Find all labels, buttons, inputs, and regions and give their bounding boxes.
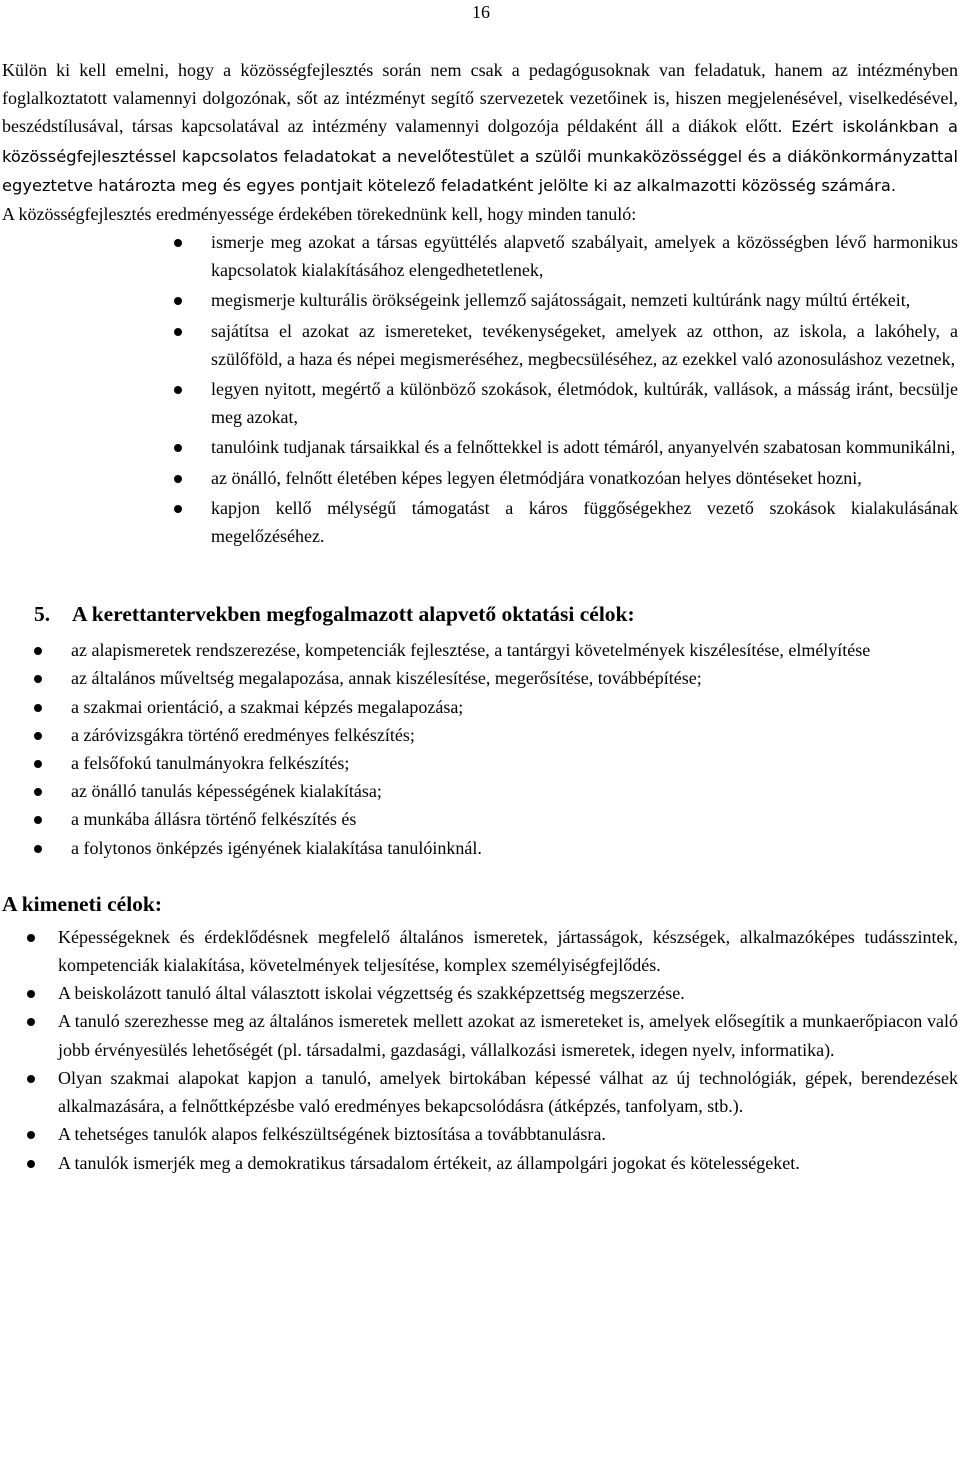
bullet-icon — [174, 297, 182, 305]
list-item-text: a munkába állásra történő felkészítés és — [71, 809, 357, 830]
list-item — [2, 433, 958, 461]
list-item — [2, 286, 958, 314]
list-item — [2, 375, 958, 431]
list-item — [2, 228, 958, 284]
list-item — [2, 1007, 958, 1063]
bullet-icon — [34, 732, 42, 740]
section-5-heading — [2, 599, 958, 629]
list-item-text: az önálló tanulás képességének kialakítása; — [71, 781, 382, 802]
bullet-icon — [27, 1075, 35, 1083]
list-item-text: Képességeknek és érdeklődésnek megfelelő általános ismeretek, jártasságok, készségek, alkalmazóképes tudásszintek, kompetenciák kialakítása, követelmények teljesítése, komplex személyiségfejlődés. — [58, 926, 958, 976]
section-number: 5. — [34, 602, 51, 627]
bullet-icon — [174, 505, 182, 513]
list-item — [2, 1064, 958, 1120]
bullet-icon — [174, 239, 182, 247]
list-item — [2, 464, 958, 492]
student-goals-list — [2, 228, 958, 550]
list-item — [2, 636, 958, 664]
bullet-icon — [34, 845, 42, 853]
list-item-text: Olyan szakmai alapokat kapjon a tanuló, amelyek birtokában képessé válhat az új technológiák, gépek, berendezések alkalmazására, a felnőttképzésbe való eredményes bekapcsolódásra (átképzés, tanfolyam, stb.). — [58, 1067, 958, 1117]
list-item-text: a folytonos önképzés igényének kialakítása tanulóinknál. — [71, 837, 482, 858]
bullet-icon — [34, 760, 42, 768]
bullet-icon — [27, 934, 35, 942]
list-item — [2, 834, 958, 862]
bullet-icon — [27, 1160, 35, 1168]
educational-goals-list — [2, 636, 958, 862]
bullet-icon — [174, 475, 182, 483]
list-item — [2, 1149, 958, 1177]
list-item — [2, 749, 958, 777]
intro-paragraph-part2: Ezért iskolánkban a közösségfejlesztéssel kapcsolatos feladatokat a nevelőtestület a szülői munkaközösséggel és a diákönkormányzattal egyeztetve határozta meg és egyes pontjait kötelező feladatként jelölte ki az alkalmazotti közösség számára. — [2, 117, 958, 195]
list-item-text: ismerje meg azokat a társas együttélés alapvető szabályait, amelyek a közösségben lévő harmonikus kapcsolatok kialakításához elengedhetetlenek, — [211, 232, 958, 281]
page-number: 16 — [472, 2, 490, 22]
list-item — [2, 777, 958, 805]
list-item-text: A beiskolázott tanuló által választott iskolai végzettség és szakképzettség megszerzése. — [58, 983, 685, 1004]
list-item-text: a felsőfokú tanulmányokra felkészítés; — [71, 753, 350, 774]
list-item — [2, 664, 958, 692]
bullet-icon — [174, 328, 182, 336]
bullet-icon — [34, 647, 42, 655]
list-item — [2, 721, 958, 749]
output-goals-heading: A kimeneti célok: — [2, 891, 163, 916]
bullet-icon — [27, 990, 35, 998]
list-item-text: A tanuló szerezhesse meg az általános ismeretek mellett azokat az ismereteket is, amelyek elősegítik a munkaerőpiacon való jobb érvényesülés lehetőségét (pl. társadalmi, gazdasági, vállalkozási ismeretek, idegen nyelv, informatika). — [58, 1011, 958, 1060]
output-goals-list — [2, 923, 958, 1177]
list-item-text: az általános műveltség megalapozása, annak kiszélesítése, megerősítése, továbbépítése; — [71, 668, 702, 689]
bullet-icon — [27, 1131, 35, 1139]
intro-paragraph-part1: Külön ki kell emelni, hogy a közösségfejlesztés során nem csak a pedagógusoknak van feladatuk, hanem az intézményben foglalkoztatott valamennyi dolgozónak, sőt az intézményt segítő szervezetek vezetőinek is, hiszen megjelenésével, viselkedésével, beszédstílusával, társas kapcsolatával az intézmény valamennyi dolgozója példaként áll a diákok előtt. — [2, 60, 958, 137]
list-item-text: legyen nyitott, megértő a különböző szokások, életmódok, kultúrák, vallások, a másság iránt, becsülje meg azokat, — [211, 379, 958, 428]
bullet-icon — [34, 704, 42, 712]
document-body — [2, 56, 958, 1177]
list-item-text: a záróvizsgákra történő eredményes felkészítés; — [71, 724, 415, 745]
section-title: A kerettantervekben megfogalmazott alapvető oktatási célok: — [72, 602, 635, 627]
list-item-text: megismerje kulturális örökségeink jellemző sajátosságait, nemzeti kultúránk nagy múltú értékeit, — [211, 290, 911, 311]
list-item — [2, 494, 958, 550]
list-item-text: sajátítsa el azokat az ismereteket, tevékenységeket, amelyek az otthon, az iskola, a lakóhely, a szülőföld, a haza és népei megismeréséhez, megbecsüléséhez, az ezekkel való azonosuláshoz vezetnek, — [211, 320, 958, 369]
list-item — [2, 923, 958, 979]
list-item-text: tanulóink tudjanak társaikkal és a felnőttekkel is adott témáról, anyanyelvén szabatosan kommunikálni, — [211, 437, 956, 458]
list-item-text: A tehetséges tanulók alapos felkészültségének biztosítása a továbbtanulásra. — [58, 1124, 606, 1145]
bullet-icon — [34, 788, 42, 796]
bullet-icon — [174, 444, 182, 452]
bullet-icon — [27, 1018, 35, 1026]
list-item — [2, 979, 958, 1007]
list-item-text: kapjon kellő mélységű támogatást a káros függőségekhez vezető szokások kialakulásának megelőzéséhez. — [211, 497, 958, 547]
list-item — [2, 693, 958, 721]
intro-paragraph — [2, 56, 958, 200]
bullet-icon — [34, 816, 42, 824]
list-item — [2, 805, 958, 833]
list-item — [2, 317, 958, 373]
bullet-icon — [174, 386, 182, 394]
bullet-icon — [34, 675, 42, 683]
list-item-text: az alapismeretek rendszerezése, kompetenciák fejlesztése, a tantárgyi követelmények kiszélesítése, elmélyítése — [71, 640, 871, 661]
list-item-text: az önálló, felnőtt életében képes legyen életmódjára vonatkozóan helyes döntéseket hozni, — [211, 467, 862, 488]
goals-intro: A közösségfejlesztés eredményessége érdekében törekednünk kell, hogy minden tanuló: — [2, 204, 637, 225]
list-item-text: a szakmai orientáció, a szakmai képzés megalapozása; — [71, 696, 464, 717]
list-item — [2, 1120, 958, 1148]
list-item-text: A tanulók ismerjék meg a demokratikus társadalom értékeit, az állampolgári jogokat és kötelességeket. — [58, 1152, 800, 1173]
